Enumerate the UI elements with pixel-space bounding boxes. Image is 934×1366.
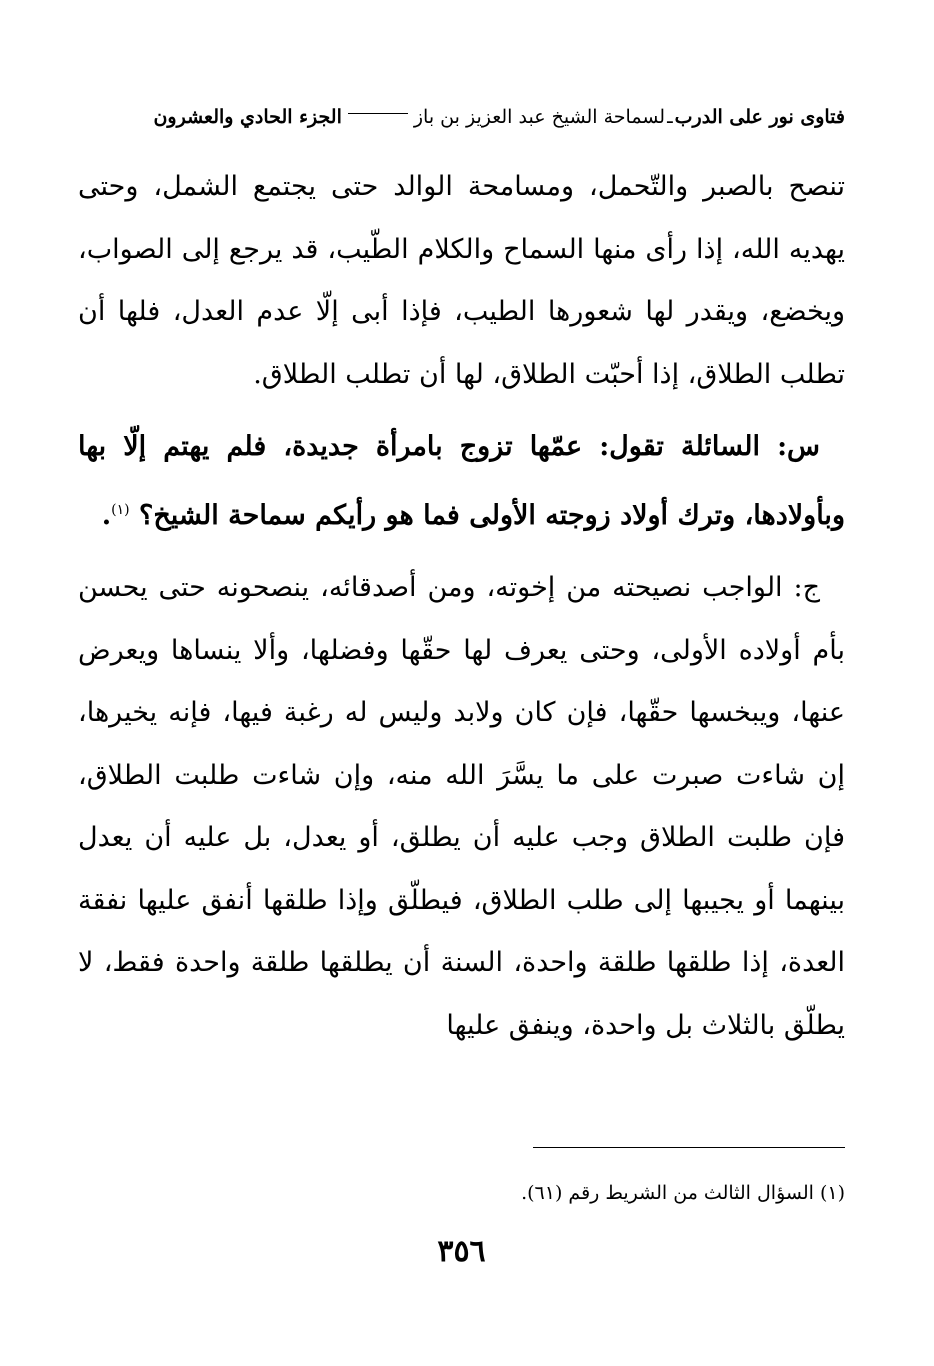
question-end: .	[101, 499, 112, 531]
question-text: س: السائلة تقول: عمّها تزوج بامرأة جديدة، فلم يهتم إلّا بها وبأولادها، وترك أولاد زوجته الأولى فما هو رأيكم سماحة الشيخ؟	[78, 431, 845, 531]
header-separator: ـ	[667, 106, 673, 128]
running-header	[78, 101, 845, 133]
header-author: لسماحة الشيخ عبد العزيز بن باز	[413, 106, 666, 128]
page-body	[78, 156, 845, 1057]
book-page	[78, 0, 845, 1366]
footnote: (١) السؤال الثالث من الشريط رقم (٦١).	[521, 1182, 845, 1204]
footnote-divider	[533, 1147, 845, 1148]
question-paragraph	[78, 416, 845, 547]
header-book-title: فتاوى نور على الدرب	[674, 106, 845, 128]
header-rule	[348, 113, 408, 114]
header-volume: الجزء الحادي والعشرون	[153, 106, 342, 128]
answer-paragraph: ج: الواجب نصيحته من إخوته، ومن أصدقائه، ينصحونه حتى يحسن بأم أولاده الأولى، وحتى يعرف لها حقّها وفضلها، وألا ينساها ويعرض عنها، ويبخسها حقّها، فإن كان ولابد وليس له رغبة فيها، فإنه يخيرها، إن شاءت صبرت على ما يسَّرَ الله منه، وإن شاءت طلبت الطلاق، فإن طلبت الطلاق وجب عليه أن يطلق، أو يعدل، بل عليه أن يعدل بينهما أو يجيبها إلى طلب الطلاق، فيطلّق وإذا طلقها أنفق عليها نفقة العدة، إذا طلقها طلقة واحدة، السنة أن يطلقها طلقة واحدة فقط، لا يطلّق بالثلاث بل واحدة، وينفق عليها	[78, 572, 845, 1041]
page-number: ٣٥٦	[437, 1234, 486, 1269]
footnote-reference: (١)	[111, 501, 130, 518]
paragraph-continuation: تنصح بالصبر والتّحمل، ومسامحة الوالد حتى يجتمع الشمل، وحتى يهديه الله، إذا رأى منها السماح والكلام الطّيب، قد يرجع إلى الصواب، ويخضع، ويقدر لها شعورها الطيب، فإذا أبى إلّا عدم العدل، فلها أن تطلب الطلاق، إذا أحبّت الطلاق، لها أن تطلب الطلاق.	[78, 171, 845, 390]
